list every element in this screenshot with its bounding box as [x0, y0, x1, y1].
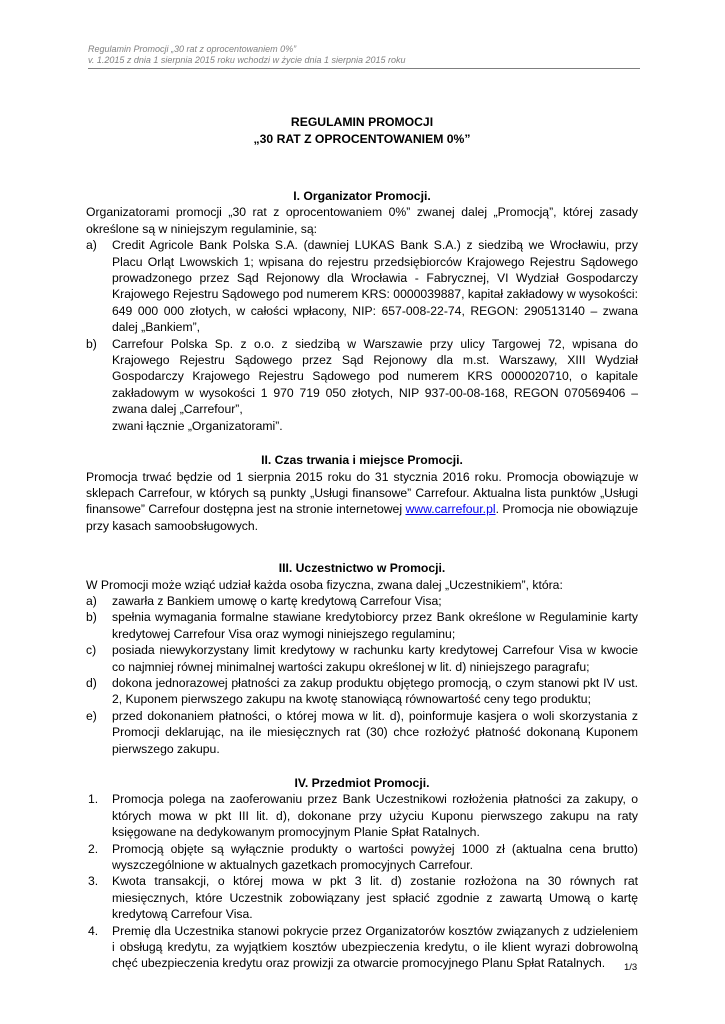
section-2-text: Promocja trwać będzie od 1 sierpnia 2015 roku do 31 stycznia 2016 roku. Promocja obowiązuje w sklepach Carrefour, w których są punkty „Usługi finansowe” Carrefour. Aktualna lista punktów „Usługi finansowe” Carrefour dostępna jest na stronie internetowej www.carrefour.pl. Promocja nie obowiązuje przy kasach samoobsługowych.	[86, 469, 638, 533]
list-item: d) dokona jednorazowej płatności za zakup produktu objętego promocją, o czym stanowi pkt IV ust. 2, Kuponem pierwszego zakupu na kwotę stanowiącą równowartość ceny tego produktu;	[86, 675, 638, 707]
title-line-1: REGULAMIN PROMOCJI	[290, 115, 434, 129]
list-item: 4. Premię dla Uczestnika stanowi pokrycie przez Organizatorów kosztów związanych z udzieleniem i obsługą kredytu, za wyjątkiem kosztów ubezpieczenia kredytu, o ile klient wyrazi dobrowolną chęć ubezpieczenia kredytu oraz prowizji za otwarcie promocyjnego Planu Spłat Ratalnych.	[88, 923, 638, 971]
section-4-heading: IV. Przedmiot Promocji.	[294, 776, 430, 790]
list-item: b) spełnia wymagania formalne stawiane kredytobiorcy przez Bank określone w Regulaminie karty kredytowej Carrefour Visa oraz wymogi niniejszego regulaminu;	[86, 610, 638, 641]
list-item: 3. Kwota transakcji, o której mowa w pkt 3 lit. d) zostanie rozłożona na 30 równych rat miesięcznych, które Uczestnik zobowiązany jest spłacić zgodnie z zawartą Umową o kartę kredytową Carrefour Visa.	[88, 874, 638, 922]
section-1-list	[86, 237, 638, 417]
list-item: e) przed dokonaniem płatności, o której mowa w lit. d), poinformuje kasjera o woli skorzystania z Promocji deklarując, na ile miesięcznych rat (30) chce rozłożyć płatność dokonaną Kuponem pierwszego zakupu.	[86, 708, 638, 756]
section-3-list	[86, 593, 638, 757]
section-2-heading: II. Czas trwania i miejsce Promocji.	[261, 453, 463, 468]
title-line-2: „30 RAT Z OPROCENTOWANIEM 0%”	[253, 132, 471, 146]
section-1-closing: zwani łącznie „Organizatorami”.	[112, 418, 283, 433]
list-item: c) posiada niewykorzystany limit kredytowy w rachunku karty kredytowej Carrefour Visa w kwocie co najmniej równej minimalnej wartości zakupu określonej w lit. d) niniejszego paragrafu;	[86, 643, 638, 674]
section-1-intro: Organizatorami promocji „30 rat z oprocentowaniem 0%” zwanej dalej „Promocją”, której zasady określone są w niniejszym regulaminie, są:	[86, 205, 638, 236]
list-item: a) zawarła z Bankiem umowę o kartę kredytową Carrefour Visa;	[86, 593, 442, 608]
page-number: 1/3	[624, 962, 638, 973]
header-line-2: v. 1.2015 z dnia 1 sierpnia 2015 roku wchodzi w życie dnia 1 sierpnia 2015 roku	[88, 55, 406, 65]
section-3-heading: III. Uczestnictwo w Promocji.	[278, 561, 446, 576]
section-3-intro: W Promocji może wziąć udział każda osoba fizyczna, zwana dalej „Uczestnikiem”, która:	[86, 577, 563, 592]
carrefour-website-link[interactable]: www.carrefour.pl	[405, 502, 496, 517]
document-body	[86, 114, 638, 972]
list-item: b) Carrefour Polska Sp. z o.o. z siedzibą w Warszawie przy ulicy Targowej 72, wpisana do Krajowego Rejestru Sądowego przez Sąd Rejonowy dla m.st. Warszawy, XIII Wydział Gospodarczy Krajowego Rejestru Sądowego pod numerem KRS 0000020710, o kapitale zakładowym w wysokości 1 970 719 050 złotych, NIP 937-00-08-168, REGON 070569406 – zwana dalej „Carrefour”,	[86, 336, 638, 417]
list-item: 1. Promocja polega na zaoferowaniu przez Bank Uczestnikowi rozłożenia płatności za zakupy, o których mowa w pkt III lit. d), dokonane przy użyciu Kuponu pierwszego zakupu na raty księgowane na dedykowanym promocyjnym Planie Spłat Ratalnych.	[88, 792, 638, 840]
page-header	[88, 44, 640, 69]
section-1-heading: I. Organizator Promocji.	[293, 189, 431, 203]
header-line-1: Regulamin Promocji „30 rat z oprocentowaniem 0%”	[88, 44, 297, 54]
section-4-list	[86, 791, 638, 971]
list-item: a) Credit Agricole Bank Polska S.A. (dawniej LUKAS Bank S.A.) z siedzibą we Wrocławiu, przy Placu Orląt Lwowskich 1; wpisana do rejestru przedsiębiorców Krajowego Rejestru Sądowego prowadzonego przez Sąd Rejonowy dla Wrocławia - Fabrycznej, VI Wydział Gospodarczy Krajowego Rejestru Sądowego pod numerem KRS: 0000039887, kapitał zakładowy w wysokości: 649 000 000 złotych, w całości wpłacony, NIP: 657-008-22-74, REGON: 290513140 – zwana dalej „Bankiem”,	[86, 238, 638, 335]
list-item: 2. Promocją objęte są wyłącznie produkty o wartości powyżej 1000 zł (aktualna cena brutto) wyszczególnione w aktualnych gazetkach promocyjnych Carrefour.	[88, 841, 638, 873]
document-title	[86, 114, 638, 148]
